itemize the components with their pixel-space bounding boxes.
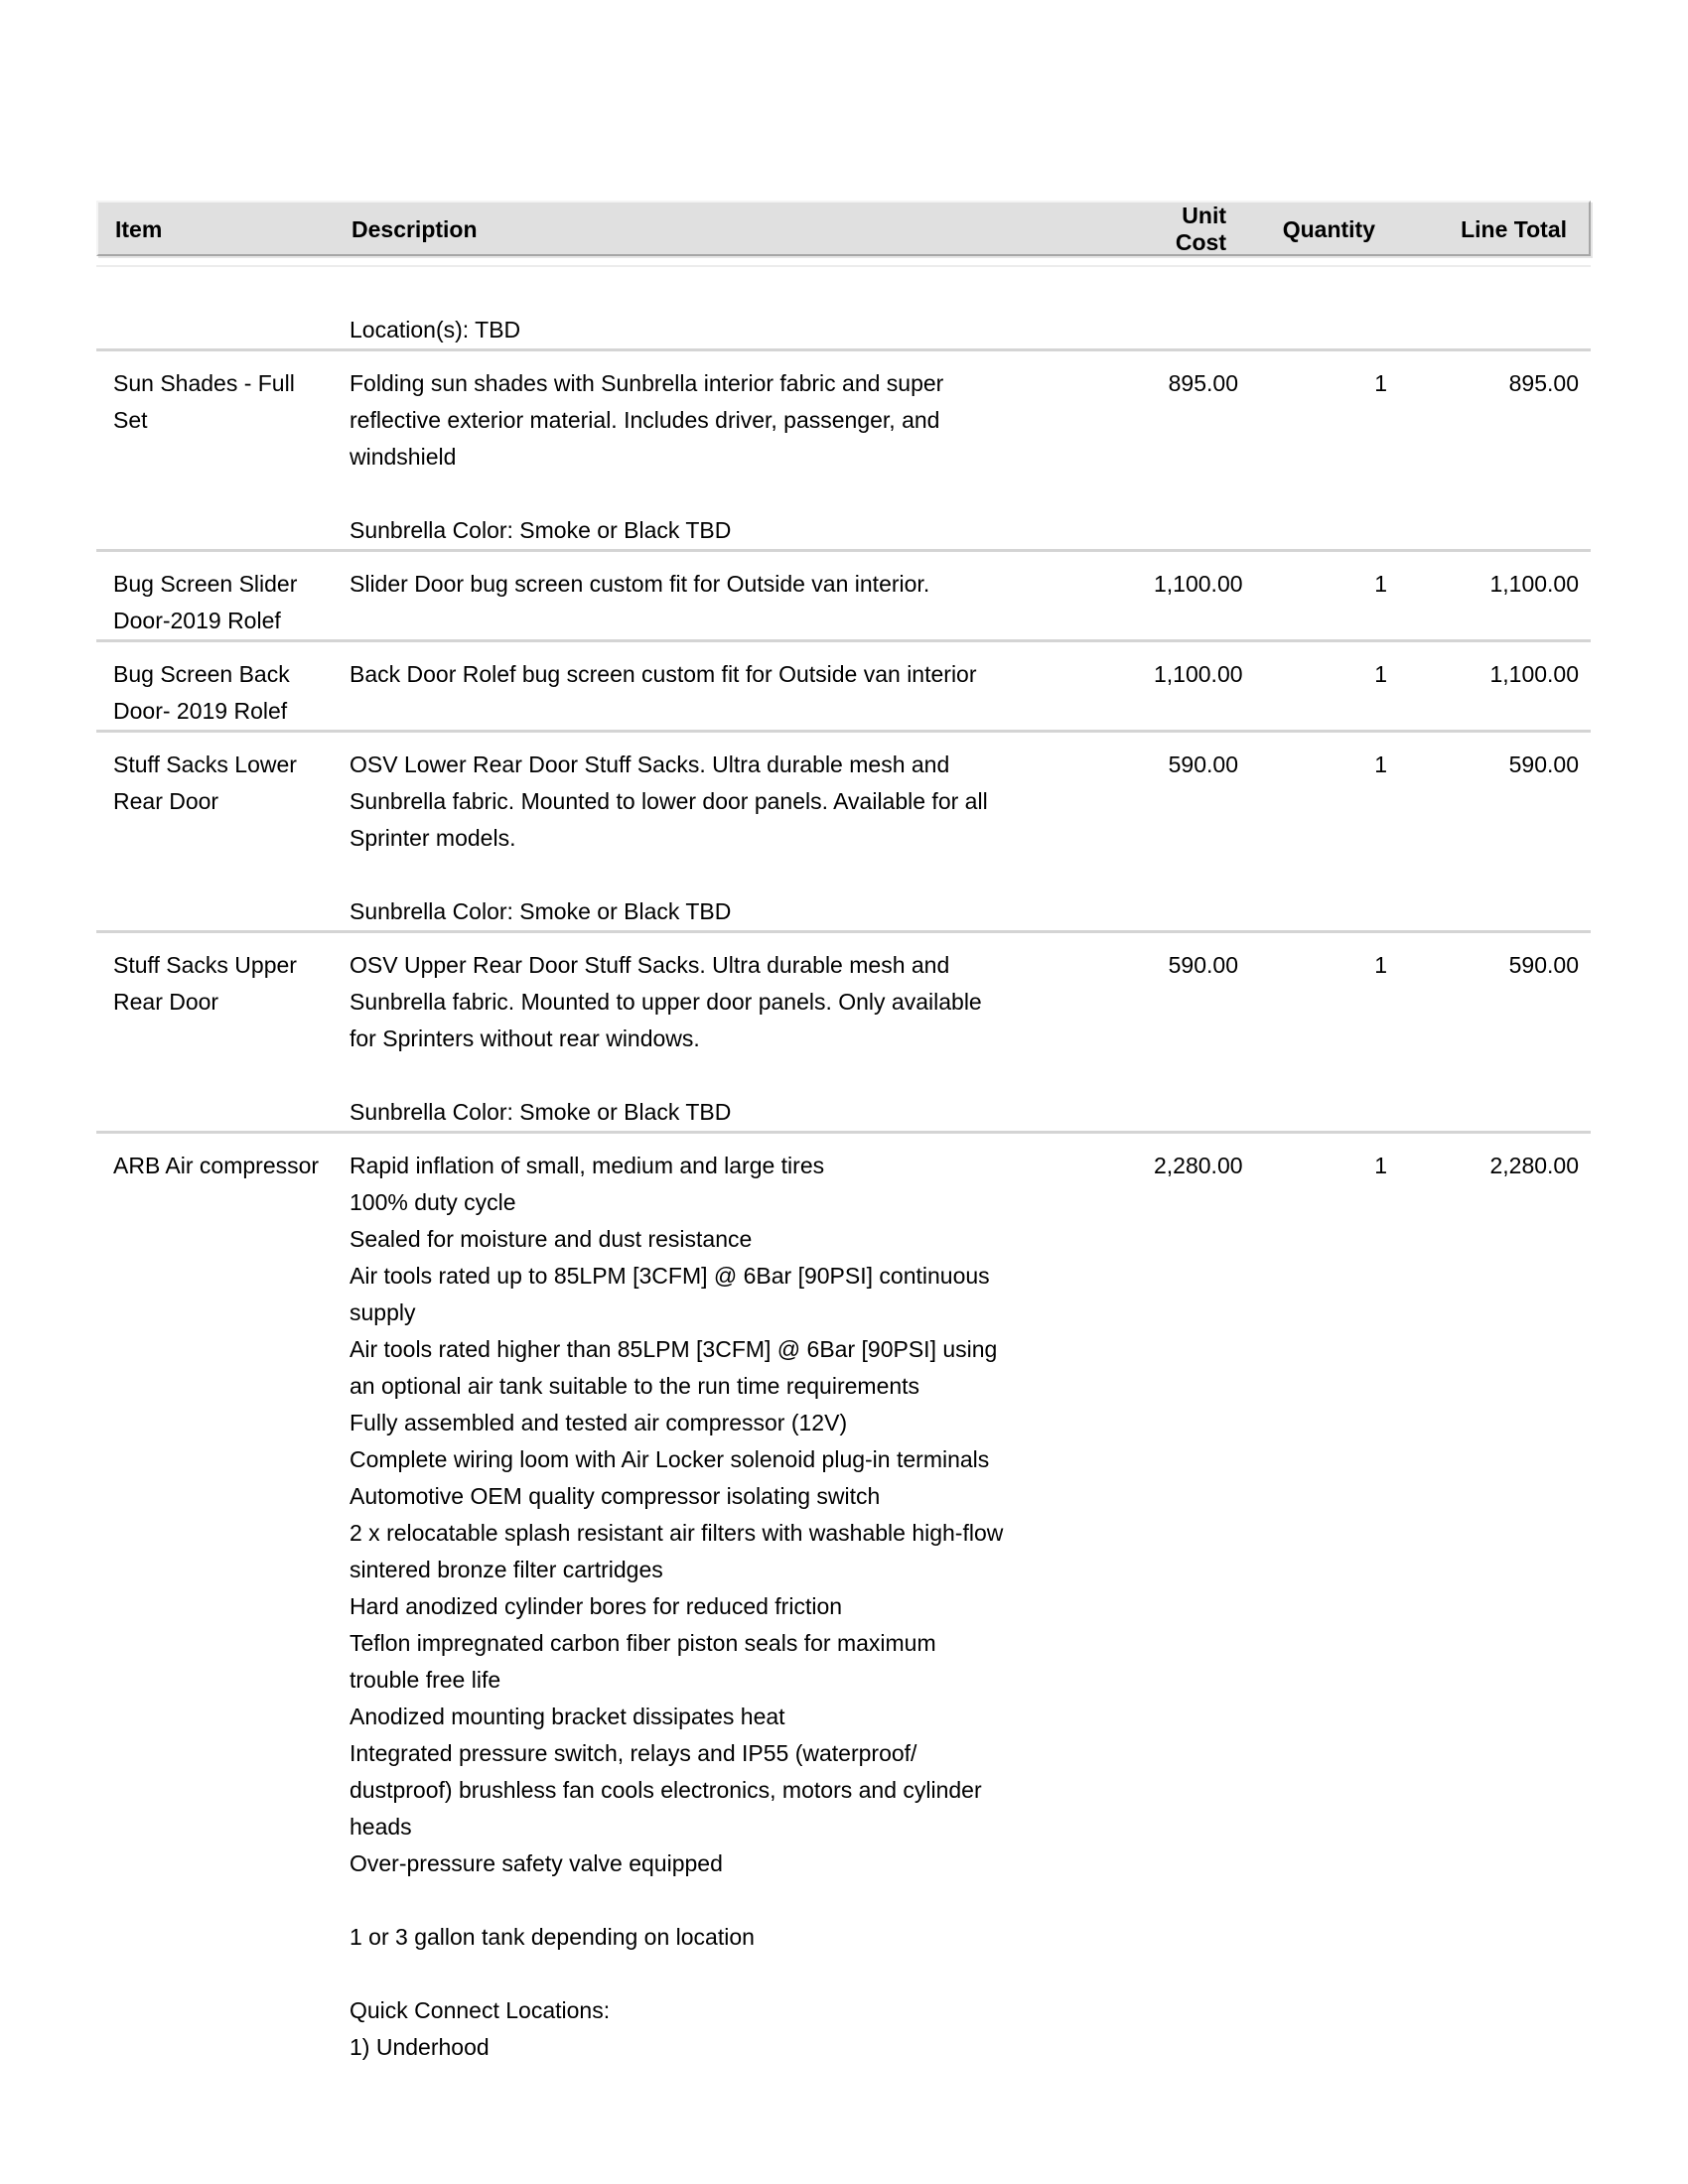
description-cell: [350, 566, 1154, 639]
description-line: Sunbrella Color: Smoke or Black TBD: [350, 898, 732, 924]
table-row: [96, 733, 1591, 933]
item-cell: [96, 656, 350, 730]
quantity-cell: 1: [1374, 952, 1387, 978]
column-header-description: Description: [352, 215, 478, 242]
description-line: sintered bronze filter cartridges: [350, 1557, 663, 1582]
description-line: windshield: [350, 444, 457, 470]
description-cell: [350, 275, 1154, 348]
item-cell: [96, 566, 350, 639]
item-line: Sun Shades - Full: [113, 370, 295, 396]
description-line: Anodized mounting bracket dissipates heat: [350, 1704, 785, 1729]
description-line: Sunbrella fabric. Mounted to lower door panels. Available for all: [350, 788, 988, 814]
description-line: [350, 275, 1154, 312]
item-line: Door-2019 Rolef: [113, 608, 281, 633]
item-line: Stuff Sacks Upper: [113, 952, 297, 978]
quantity-cell: 1: [1374, 751, 1387, 777]
line-total-cell: 590.00: [1508, 751, 1579, 777]
unit-cost-cell: 895.00: [1168, 370, 1238, 396]
description-line: [350, 476, 1154, 512]
table-row: [96, 265, 1591, 351]
description-line: for Sprinters without rear windows.: [350, 1025, 700, 1051]
item-line: Set: [113, 407, 148, 433]
item-line: ARB Air compressor: [113, 1153, 320, 1178]
item-line: Rear Door: [113, 788, 219, 814]
description-line: Teflon impregnated carbon fiber piston seals for maximum: [350, 1630, 936, 1656]
description-line: dustproof) brushless fan cools electronics, motors and cylinder: [350, 1777, 982, 1803]
line-total-cell: 1,100.00: [1489, 661, 1579, 687]
table-header-row: [96, 201, 1591, 256]
item-line: Rear Door: [113, 989, 219, 1015]
description-line: 1) Underhood: [350, 2034, 490, 2060]
unit-cost-cell: 590.00: [1168, 952, 1238, 978]
description-line: 2 x relocatable splash resistant air filters with washable high-flow: [350, 1520, 1004, 1546]
item-line: Bug Screen Slider: [113, 571, 298, 597]
unit-cost-cell: 1,100.00: [1154, 661, 1243, 687]
table-row: [96, 552, 1591, 642]
item-line: Door- 2019 Rolef: [113, 698, 288, 724]
description-line: OSV Upper Rear Door Stuff Sacks. Ultra durable mesh and: [350, 952, 950, 978]
description-line: Sunbrella fabric. Mounted to upper door panels. Only available: [350, 989, 982, 1015]
quantity-cell: [1238, 275, 1387, 348]
description-line: Complete wiring loom with Air Locker solenoid plug-in terminals: [350, 1446, 990, 1472]
table-row: [96, 933, 1591, 1134]
description-line: Sunbrella Color: Smoke or Black TBD: [350, 1099, 732, 1125]
description-line: trouble free life: [350, 1667, 501, 1693]
description-line: Back Door Rolef bug screen custom fit for Outside van interior: [350, 661, 977, 687]
description-line: Automotive OEM quality compressor isolating switch: [350, 1483, 881, 1509]
description-line: Sprinter models.: [350, 825, 516, 851]
column-header-quantity: Quantity: [1282, 215, 1375, 242]
unit-cost-cell: 2,280.00: [1154, 1153, 1243, 1178]
table-row: [96, 1134, 1591, 2066]
item-cell: [96, 947, 350, 1131]
description-line: 100% duty cycle: [350, 1189, 516, 1215]
description-cell: [350, 747, 1154, 930]
column-header-unit-cost: Unit Cost: [1175, 203, 1226, 255]
description-line: an optional air tank suitable to the run time requirements: [350, 1373, 920, 1399]
description-line: supply: [350, 1299, 416, 1325]
description-line: Rapid inflation of small, medium and large tires: [350, 1153, 825, 1178]
description-line: Over-pressure safety valve equipped: [350, 1850, 723, 1876]
unit-cost-cell: 590.00: [1168, 751, 1238, 777]
quantity-cell: 1: [1374, 1153, 1387, 1178]
description-line: [350, 1057, 1154, 1094]
description-line: reflective exterior material. Includes driver, passenger, and: [350, 407, 940, 433]
description-line: OSV Lower Rear Door Stuff Sacks. Ultra durable mesh and: [350, 751, 950, 777]
table-row: [96, 642, 1591, 733]
item-line: Bug Screen Back: [113, 661, 290, 687]
unit-cost-cell: [1154, 275, 1238, 348]
description-line: [350, 857, 1154, 893]
quantity-cell: 1: [1374, 370, 1387, 396]
description-line: Integrated pressure switch, relays and IP55 (waterproof/: [350, 1740, 917, 1766]
item-cell: [96, 365, 350, 549]
description-line: Sealed for moisture and dust resistance: [350, 1226, 753, 1252]
description-cell: [350, 1148, 1154, 2066]
line-total-cell: 2,280.00: [1489, 1153, 1579, 1178]
item-cell: [96, 1148, 350, 2066]
line-total-cell: [1387, 275, 1579, 348]
line-total-cell: 1,100.00: [1489, 571, 1579, 597]
quantity-cell: 1: [1374, 571, 1387, 597]
item-cell: [96, 275, 350, 348]
description-line: heads: [350, 1814, 412, 1840]
description-line: Slider Door bug screen custom fit for Outside van interior.: [350, 571, 930, 597]
description-line: [350, 1956, 1154, 1992]
description-line: Location(s): TBD: [350, 317, 521, 342]
description-line: Air tools rated up to 85LPM [3CFM] @ 6Bar [90PSI] continuous: [350, 1263, 990, 1289]
description-line: Folding sun shades with Sunbrella interior fabric and super: [350, 370, 944, 396]
description-cell: [350, 656, 1154, 730]
table-body: [96, 265, 1591, 2066]
item-cell: [96, 747, 350, 930]
line-total-cell: 590.00: [1508, 952, 1579, 978]
table-row: [96, 351, 1591, 552]
description-line: Hard anodized cylinder bores for reduced friction: [350, 1593, 843, 1619]
description-cell: [350, 947, 1154, 1131]
description-cell: [350, 365, 1154, 549]
quantity-cell: 1: [1374, 661, 1387, 687]
unit-cost-cell: 1,100.00: [1154, 571, 1243, 597]
column-header-item: Item: [115, 215, 163, 242]
description-line: Air tools rated higher than 85LPM [3CFM] @ 6Bar [90PSI] using: [350, 1336, 998, 1362]
description-line: Quick Connect Locations:: [350, 1997, 611, 2023]
line-items-table: [96, 201, 1591, 2066]
description-line: Sunbrella Color: Smoke or Black TBD: [350, 517, 732, 543]
item-line: Stuff Sacks Lower: [113, 751, 297, 777]
description-line: 1 or 3 gallon tank depending on location: [350, 1924, 755, 1950]
column-header-line-total: Line Total: [1461, 215, 1567, 242]
description-line: [350, 1882, 1154, 1919]
line-total-cell: 895.00: [1508, 370, 1579, 396]
description-line: Fully assembled and tested air compressor (12V): [350, 1410, 848, 1435]
